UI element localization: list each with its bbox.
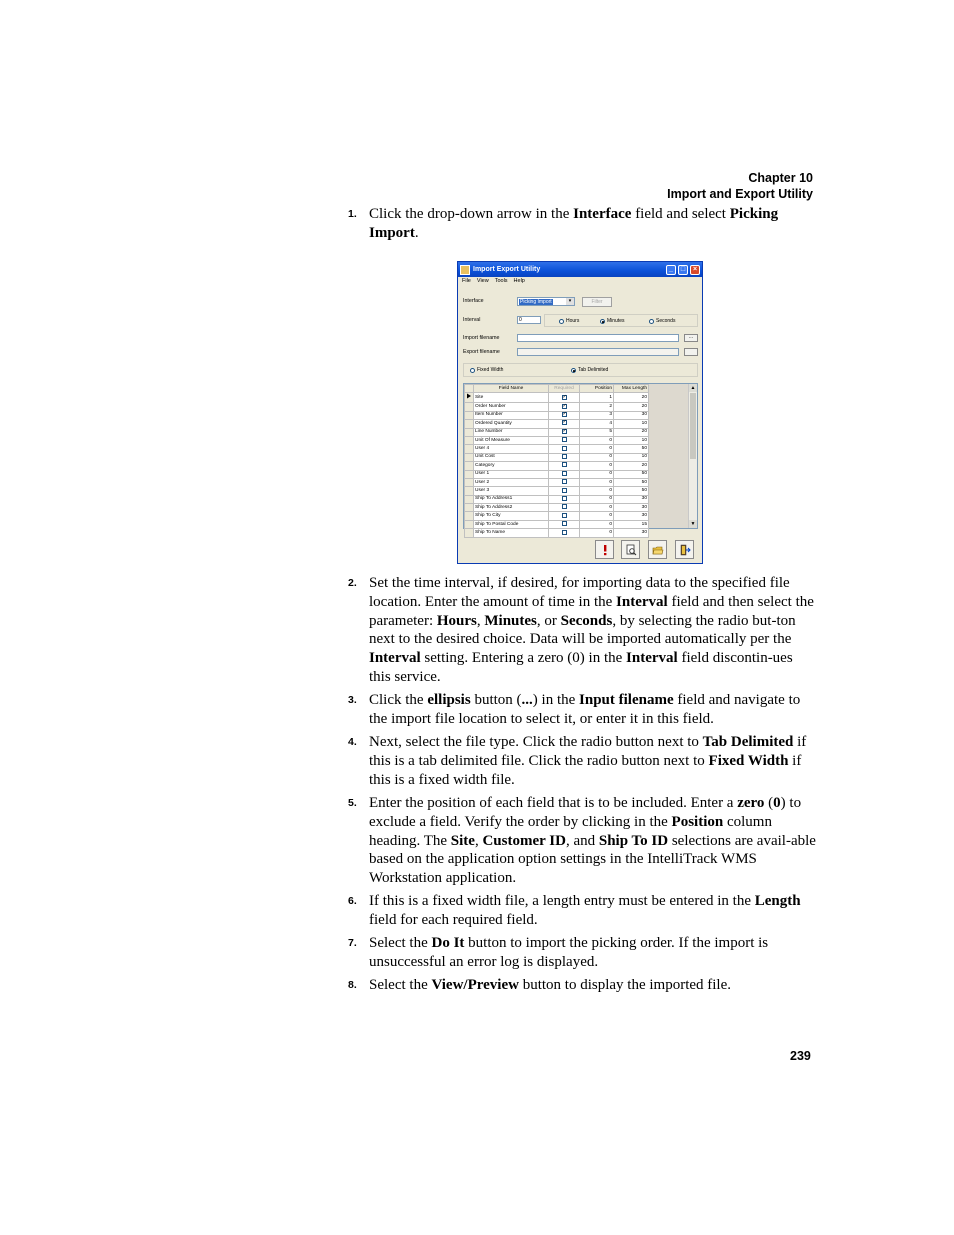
- step-text: Click the drop-down arrow in the Interface field and select Picking Import.: [369, 206, 779, 241]
- grid-header-row: [465, 385, 649, 393]
- required-cell[interactable]: [549, 403, 580, 411]
- table-row[interactable]: [465, 495, 649, 503]
- field-name-cell[interactable]: Ship To Address1: [474, 495, 549, 503]
- exit-icon: [679, 544, 691, 556]
- field-name-cell[interactable]: Ship To City: [474, 512, 549, 520]
- step-number: 5.: [348, 797, 357, 809]
- step-5: [348, 794, 818, 888]
- step-8: [348, 976, 818, 995]
- max-length-cell[interactable]: 30: [614, 512, 649, 520]
- step-number: 2.: [348, 577, 357, 589]
- section-title: Import and Export Utility: [667, 187, 813, 201]
- required-cell[interactable]: [549, 436, 580, 444]
- position-cell[interactable]: 0: [580, 453, 614, 461]
- required-cell[interactable]: [549, 478, 580, 486]
- max-length-cell[interactable]: 20: [614, 462, 649, 470]
- max-length-cell[interactable]: 30: [614, 504, 649, 512]
- checkbox-icon[interactable]: [562, 513, 567, 518]
- table-row[interactable]: [465, 453, 649, 461]
- checkbox-icon[interactable]: [562, 471, 567, 476]
- required-cell[interactable]: [549, 445, 580, 453]
- max-length-cell[interactable]: 50: [614, 470, 649, 478]
- radio-selected-icon: [571, 368, 576, 373]
- max-length-cell[interactable]: 15: [614, 520, 649, 528]
- position-cell[interactable]: 5: [580, 428, 614, 436]
- table-row[interactable]: [465, 512, 649, 520]
- minimize-icon[interactable]: _: [666, 265, 676, 275]
- interval-unit-group: [544, 314, 698, 327]
- required-cell[interactable]: [549, 470, 580, 478]
- position-cell[interactable]: 0: [580, 520, 614, 528]
- interface-value: Picking Import: [520, 299, 552, 305]
- row-selector[interactable]: [465, 478, 474, 486]
- export-ellipsis-button[interactable]: [684, 348, 698, 356]
- view-preview-button[interactable]: [621, 540, 640, 559]
- view-preview-icon: [625, 544, 637, 556]
- step-2: [348, 574, 818, 687]
- row-selector[interactable]: [465, 420, 474, 428]
- step-text: Set the time interval, if desired, for importing data to the specified file location. Enter the amount of time in the Interval field and then select the parameter: Hours, Minutes, or Seconds, by selecting the radio but-ton next to the desired choice. Data will be imported automatically per the Interval setting. Entering a zero (0) in the Interval field discontin-ues this service.: [369, 575, 814, 685]
- column-header-position[interactable]: Position: [580, 385, 614, 393]
- current-row-arrow-icon[interactable]: [465, 393, 474, 403]
- export-filename-input[interactable]: [517, 348, 679, 356]
- max-length-cell[interactable]: 50: [614, 445, 649, 453]
- table-row[interactable]: [465, 504, 649, 512]
- scroll-down-icon[interactable]: ▼: [690, 521, 696, 527]
- export-filename-label: Export filename: [463, 349, 500, 355]
- import-filename-input[interactable]: [517, 334, 679, 342]
- checkbox-checked-icon[interactable]: ✓: [562, 411, 567, 418]
- minutes-radio[interactable]: Minutes: [600, 318, 625, 325]
- radio-icon: [559, 319, 564, 324]
- tab-delimited-radio[interactable]: Tab Delimited: [571, 367, 608, 374]
- position-cell[interactable]: 0: [580, 487, 614, 495]
- menu-help[interactable]: Help: [513, 278, 525, 284]
- open-folder-icon: [652, 544, 664, 556]
- table-row[interactable]: [465, 529, 649, 537]
- step-number: 7.: [348, 937, 357, 949]
- max-length-cell[interactable]: 10: [614, 453, 649, 461]
- row-selector[interactable]: [465, 520, 474, 528]
- step-7: [348, 934, 818, 972]
- step-text: Select the View/Preview button to display the imported file.: [369, 977, 732, 993]
- checkbox-checked-icon[interactable]: ✓: [562, 393, 567, 400]
- max-length-cell[interactable]: 20: [614, 403, 649, 411]
- step-text: If this is a fixed width file, a length entry must be entered in the Length field for each required field.: [369, 893, 801, 928]
- required-cell[interactable]: [549, 512, 580, 520]
- step-text: Click the ellipsis button (...) in the Input filename field and navigate to the import file location to select it, or enter it in this field.: [369, 692, 801, 727]
- row-selector[interactable]: [465, 428, 474, 436]
- scroll-up-icon[interactable]: ▲: [690, 385, 696, 391]
- row-selector[interactable]: [465, 403, 474, 411]
- seconds-radio[interactable]: Seconds: [649, 318, 675, 325]
- fixed-width-radio[interactable]: Fixed Width: [470, 367, 503, 374]
- column-header-required[interactable]: Required: [549, 385, 580, 393]
- app-icon: [460, 265, 470, 275]
- required-cell[interactable]: [549, 520, 580, 528]
- position-cell[interactable]: 0: [580, 478, 614, 486]
- position-cell[interactable]: 0: [580, 445, 614, 453]
- required-cell[interactable]: [549, 495, 580, 503]
- step-3: [348, 691, 818, 729]
- checkbox-checked-icon[interactable]: ✓: [562, 419, 567, 426]
- required-cell[interactable]: [549, 462, 580, 470]
- checkbox-icon[interactable]: [562, 446, 567, 451]
- row-selector[interactable]: [465, 411, 474, 419]
- row-selector[interactable]: [465, 453, 474, 461]
- field-grid: [463, 383, 698, 535]
- checkbox-checked-icon[interactable]: ✓: [562, 427, 567, 434]
- field-name-cell[interactable]: User 1: [474, 470, 549, 478]
- position-cell[interactable]: 0: [580, 529, 614, 537]
- scroll-thumb[interactable]: [690, 393, 696, 459]
- max-length-cell[interactable]: 50: [614, 478, 649, 486]
- table-row[interactable]: [465, 462, 649, 470]
- radio-icon: [470, 368, 475, 373]
- table-row[interactable]: [465, 420, 649, 428]
- import-filename-label: Import filename: [463, 335, 500, 341]
- field-name-cell[interactable]: Ship To Address2: [474, 504, 549, 512]
- maximize-icon[interactable]: □: [678, 265, 688, 275]
- max-length-cell[interactable]: 50: [614, 487, 649, 495]
- do-it-button[interactable]: [595, 540, 614, 559]
- interval-label: Interval: [463, 317, 481, 323]
- field-name-cell[interactable]: User 4: [474, 445, 549, 453]
- field-name-cell[interactable]: User 2: [474, 478, 549, 486]
- row-selector[interactable]: [465, 504, 474, 512]
- required-cell[interactable]: [549, 504, 580, 512]
- step-number: 6.: [348, 895, 357, 907]
- step-text: Next, select the file type. Click the radio button next to Tab Delimited if this is a tab delimited file. Click the radio button next to Fixed Width if this is a fixed width file.: [369, 734, 807, 788]
- max-length-cell[interactable]: 30: [614, 529, 649, 537]
- table-row[interactable]: [465, 487, 649, 495]
- chevron-down-icon[interactable]: ▾: [566, 298, 574, 305]
- menu-bar: [458, 277, 702, 286]
- interface-label: Interface: [463, 298, 484, 304]
- max-length-cell[interactable]: 20: [614, 428, 649, 436]
- radio-selected-icon: [600, 319, 605, 324]
- import-export-dialog: [457, 261, 703, 564]
- step-number: 8.: [348, 979, 357, 991]
- row-selector[interactable]: [465, 512, 474, 520]
- close-icon[interactable]: ×: [690, 265, 700, 275]
- position-cell[interactable]: 1: [580, 393, 614, 403]
- row-selector[interactable]: [465, 495, 474, 503]
- position-cell[interactable]: 0: [580, 495, 614, 503]
- do-it-icon: [599, 544, 611, 556]
- dialog-title: Import Export Utility: [473, 266, 541, 273]
- table-row[interactable]: [465, 478, 649, 486]
- table-row[interactable]: [465, 428, 649, 436]
- checkbox-icon[interactable]: [562, 462, 567, 467]
- interval-input[interactable]: 0: [517, 316, 541, 324]
- step-4: [348, 733, 818, 789]
- step-number: 4.: [348, 736, 357, 748]
- chapter-label: Chapter 10: [748, 171, 813, 185]
- grid-scrollbar[interactable]: [688, 384, 697, 528]
- field-name-cell[interactable]: Unit Cost: [474, 453, 549, 461]
- step-text: Select the Do It button to import the picking order. If the import is unsuccessful an error log is displayed.: [369, 935, 769, 970]
- dialog-titlebar: [458, 262, 702, 277]
- checkbox-icon[interactable]: [562, 521, 567, 526]
- position-cell[interactable]: 0: [580, 436, 614, 444]
- open-folder-button[interactable]: [648, 540, 667, 559]
- checkbox-icon[interactable]: [562, 530, 567, 535]
- page-number: 239: [790, 1049, 811, 1063]
- max-length-cell[interactable]: 10: [614, 436, 649, 444]
- table-row[interactable]: [465, 411, 649, 419]
- position-cell[interactable]: 2: [580, 403, 614, 411]
- max-length-cell[interactable]: 10: [614, 420, 649, 428]
- row-selector-header: [465, 385, 474, 393]
- row-selector[interactable]: [465, 436, 474, 444]
- table-row[interactable]: [465, 470, 649, 478]
- step-1: [348, 205, 818, 243]
- field-name-cell[interactable]: Site: [474, 393, 549, 403]
- checkbox-checked-icon[interactable]: ✓: [562, 402, 567, 409]
- required-cell[interactable]: [549, 393, 580, 403]
- step-number: 1.: [348, 208, 357, 220]
- column-header-max-length[interactable]: Max Length: [614, 385, 649, 393]
- max-length-cell[interactable]: 30: [614, 411, 649, 419]
- checkbox-icon[interactable]: [562, 437, 567, 442]
- menu-view[interactable]: View: [476, 278, 489, 284]
- table-row[interactable]: [465, 403, 649, 411]
- position-cell[interactable]: 4: [580, 420, 614, 428]
- table-row[interactable]: [465, 393, 649, 403]
- interface-dropdown[interactable]: [517, 297, 575, 306]
- table-row[interactable]: [465, 436, 649, 444]
- max-length-cell[interactable]: 20: [614, 393, 649, 403]
- checkbox-icon[interactable]: [562, 504, 567, 509]
- position-cell[interactable]: 0: [580, 512, 614, 520]
- required-cell[interactable]: [549, 453, 580, 461]
- required-cell[interactable]: [549, 428, 580, 436]
- checkbox-icon[interactable]: [562, 454, 567, 459]
- table-row[interactable]: [465, 445, 649, 453]
- field-name-cell[interactable]: Unit Of Measure: [474, 436, 549, 444]
- row-selector[interactable]: [465, 462, 474, 470]
- required-cell[interactable]: [549, 411, 580, 419]
- filter-button[interactable]: Filter: [582, 297, 612, 307]
- radio-icon: [649, 319, 654, 324]
- field-name-cell[interactable]: Line Number: [474, 428, 549, 436]
- position-cell[interactable]: 0: [580, 462, 614, 470]
- exit-button[interactable]: [675, 540, 694, 559]
- step-6: [348, 892, 818, 930]
- checkbox-icon[interactable]: [562, 488, 567, 493]
- field-name-cell[interactable]: User 3: [474, 487, 549, 495]
- field-name-cell[interactable]: Ship To Postal Code: [474, 520, 549, 528]
- required-cell[interactable]: [549, 529, 580, 537]
- field-name-cell[interactable]: Order Number: [474, 403, 549, 411]
- menu-file[interactable]: File: [462, 278, 471, 284]
- row-selector[interactable]: [465, 487, 474, 495]
- step-number: 3.: [348, 694, 357, 706]
- max-length-cell[interactable]: 30: [614, 495, 649, 503]
- step-text: Enter the position of each field that is to be included. Enter a zero (0) to exclude a field. Verify the order by clicking in the Position column heading. The Site, Customer ID, and Ship To ID selections are avail-able based on the application option settings in the IntelliTrack WMS Workstation application.: [369, 795, 816, 887]
- hours-radio[interactable]: Hours: [559, 318, 579, 325]
- field-name-cell[interactable]: Category: [474, 462, 549, 470]
- row-selector[interactable]: [465, 529, 474, 537]
- checkbox-icon[interactable]: [562, 479, 567, 484]
- row-selector[interactable]: [465, 470, 474, 478]
- field-name-cell[interactable]: Ordered Quantity: [474, 420, 549, 428]
- position-cell[interactable]: 3: [580, 411, 614, 419]
- position-cell[interactable]: 0: [580, 470, 614, 478]
- table-row[interactable]: [465, 520, 649, 528]
- required-cell[interactable]: [549, 487, 580, 495]
- checkbox-icon[interactable]: [562, 496, 567, 501]
- menu-tools[interactable]: Tools: [494, 278, 508, 284]
- field-name-cell[interactable]: Ship To Name: [474, 529, 549, 537]
- import-ellipsis-button[interactable]: ...: [684, 334, 698, 342]
- field-name-cell[interactable]: Item Number: [474, 411, 549, 419]
- row-selector[interactable]: [465, 445, 474, 453]
- file-type-group: [463, 363, 698, 377]
- required-cell[interactable]: [549, 420, 580, 428]
- position-cell[interactable]: 0: [580, 504, 614, 512]
- column-header-field-name[interactable]: Field Name: [474, 385, 549, 393]
